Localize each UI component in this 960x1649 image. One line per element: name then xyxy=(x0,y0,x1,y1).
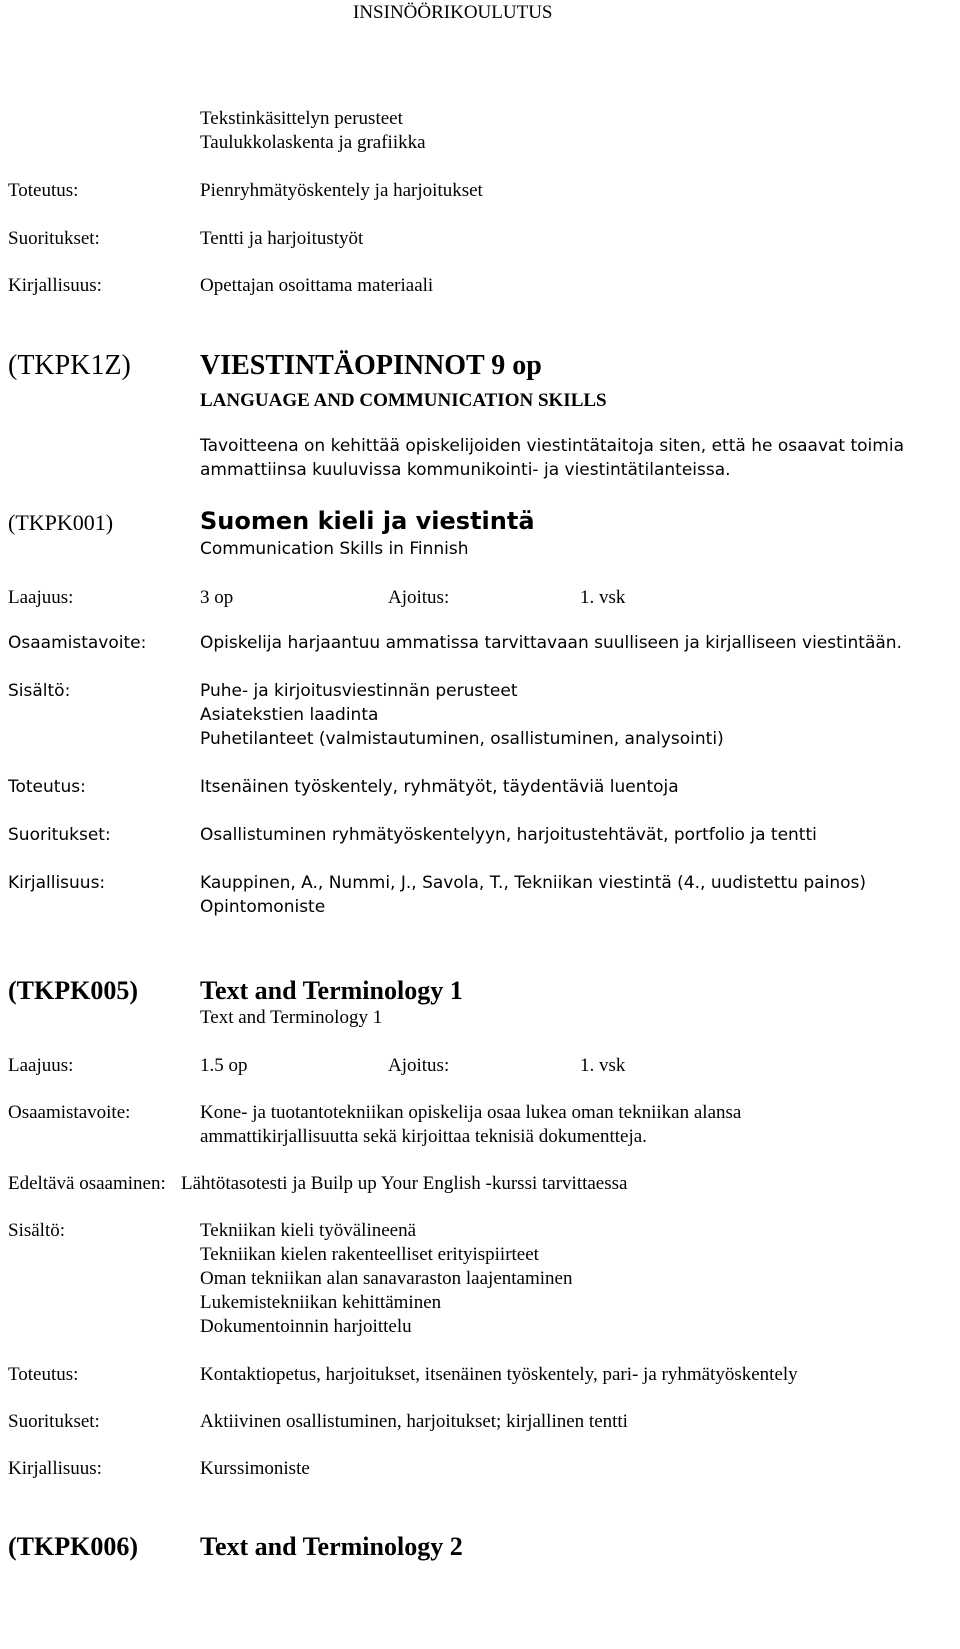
suoritukset-label: Suoritukset: xyxy=(8,1411,100,1432)
sisalto-line: Dokumentoinnin harjoittelu xyxy=(200,1316,412,1337)
kirjallisuus-label: Kirjallisuus: xyxy=(8,1458,102,1479)
content-line: Tekstinkäsittelyn perusteet xyxy=(200,108,403,129)
osaamistavoite-line: Kone- ja tuotantotekniikan opiskelija osaa lukea oman tekniikan alansa xyxy=(200,1102,742,1123)
module-goal-line: ammattiinsa kuuluvissa kommunikointi- ja viestintätilanteissa. xyxy=(200,460,731,480)
sisalto-line: Asiatekstien laadinta xyxy=(200,705,379,725)
toteutus-value: Kontaktiopetus, harjoitukset, itsenäinen työskentely, pari- ja ryhmätyöskentely xyxy=(200,1364,798,1385)
laajuus-value: 3 op xyxy=(200,587,234,608)
course-title: Text and Terminology 1 xyxy=(200,976,463,1005)
course-title: Suomen kieli ja viestintä xyxy=(200,507,535,535)
kirjallisuus-value: Opettajan osoittama materiaali xyxy=(200,275,434,296)
course-code: (TKPK005) xyxy=(8,976,138,1005)
laajuus-label: Laajuus: xyxy=(8,1055,74,1076)
toteutus-label: Toteutus: xyxy=(8,777,86,797)
ajoitus-value: 1. vsk xyxy=(580,1055,626,1076)
course-code: (TKPK001) xyxy=(8,510,114,535)
kirjallisuus-line: Opintomoniste xyxy=(200,897,326,917)
kirjallisuus-label: Kirjallisuus: xyxy=(8,873,106,893)
ajoitus-label: Ajoitus: xyxy=(388,587,450,608)
module-title: VIESTINTÄOPINNOT 9 op xyxy=(200,350,542,381)
laajuus-label: Laajuus: xyxy=(8,587,74,608)
toteutus-value: Pienryhmätyöskentely ja harjoitukset xyxy=(200,180,483,201)
sisalto-line: Oman tekniikan alan sanavaraston laajentaminen xyxy=(200,1268,573,1289)
course-title: Text and Terminology 2 xyxy=(200,1532,463,1561)
suoritukset-label: Suoritukset: xyxy=(8,825,111,845)
sisalto-line: Tekniikan kieli työvälineenä xyxy=(200,1220,417,1241)
ajoitus-label: Ajoitus: xyxy=(388,1055,450,1076)
toteutus-label: Toteutus: xyxy=(8,180,79,201)
page-header: INSINÖÖRIKOULUTUS xyxy=(353,2,553,23)
course-subtitle: Communication Skills in Finnish xyxy=(200,539,469,559)
toteutus-value: Itsenäinen työskentely, ryhmätyöt, täydentäviä luentoja xyxy=(200,777,679,797)
sisalto-line: Tekniikan kielen rakenteelliset erityispiirteet xyxy=(200,1244,539,1265)
module-goal-line: Tavoitteena on kehittää opiskelijoiden viestintätaitoja siten, että he osaavat toimia xyxy=(200,436,904,456)
content-line: Taulukkolaskenta ja grafiikka xyxy=(200,132,426,153)
kirjallisuus-line: Kauppinen, A., Nummi, J., Savola, T., Tekniikan viestintä (4., uudistettu painos) xyxy=(200,873,866,893)
module-subtitle: LANGUAGE AND COMMUNICATION SKILLS xyxy=(200,390,607,411)
module-code: (TKPK1Z) xyxy=(8,350,131,381)
kirjallisuus-value: Kurssimoniste xyxy=(200,1458,310,1479)
course-code: (TKPK006) xyxy=(8,1532,138,1561)
suoritukset-value: Aktiivinen osallistuminen, harjoitukset; kirjallinen tentti xyxy=(200,1411,628,1432)
sisalto-label: Sisältö: xyxy=(8,1220,66,1241)
suoritukset-value: Tentti ja harjoitustyöt xyxy=(200,228,364,249)
osaamistavoite-label: Osaamistavoite: xyxy=(8,1102,131,1123)
sisalto-line: Lukemistekniikan kehittäminen xyxy=(200,1292,442,1313)
suoritukset-value: Osallistuminen ryhmätyöskentelyyn, harjoitustehtävät, portfolio ja tentti xyxy=(200,825,817,845)
toteutus-label: Toteutus: xyxy=(8,1364,79,1385)
sisalto-label: Sisältö: xyxy=(8,681,71,701)
suoritukset-label: Suoritukset: xyxy=(8,228,100,249)
osaamistavoite-label: Osaamistavoite: xyxy=(8,633,147,653)
laajuus-value: 1.5 op xyxy=(200,1055,248,1076)
edeltava-label: Edeltävä osaaminen: xyxy=(8,1173,166,1194)
ajoitus-value: 1. vsk xyxy=(580,587,626,608)
sisalto-line: Puhetilanteet (valmistautuminen, osallistuminen, analysointi) xyxy=(200,729,724,749)
osaamistavoite-value: Opiskelija harjaantuu ammatissa tarvittavaan suulliseen ja kirjalliseen viestintään. xyxy=(200,633,902,653)
course-subtitle: Text and Terminology 1 xyxy=(200,1007,383,1028)
osaamistavoite-line: ammattikirjallisuutta sekä kirjoittaa teknisiä dokumentteja. xyxy=(200,1126,647,1147)
edeltava-value: Lähtötasotesti ja Builp up Your English -kurssi tarvittaessa xyxy=(181,1173,628,1194)
sisalto-line: Puhe- ja kirjoitusviestinnän perusteet xyxy=(200,681,518,701)
kirjallisuus-label: Kirjallisuus: xyxy=(8,275,102,296)
